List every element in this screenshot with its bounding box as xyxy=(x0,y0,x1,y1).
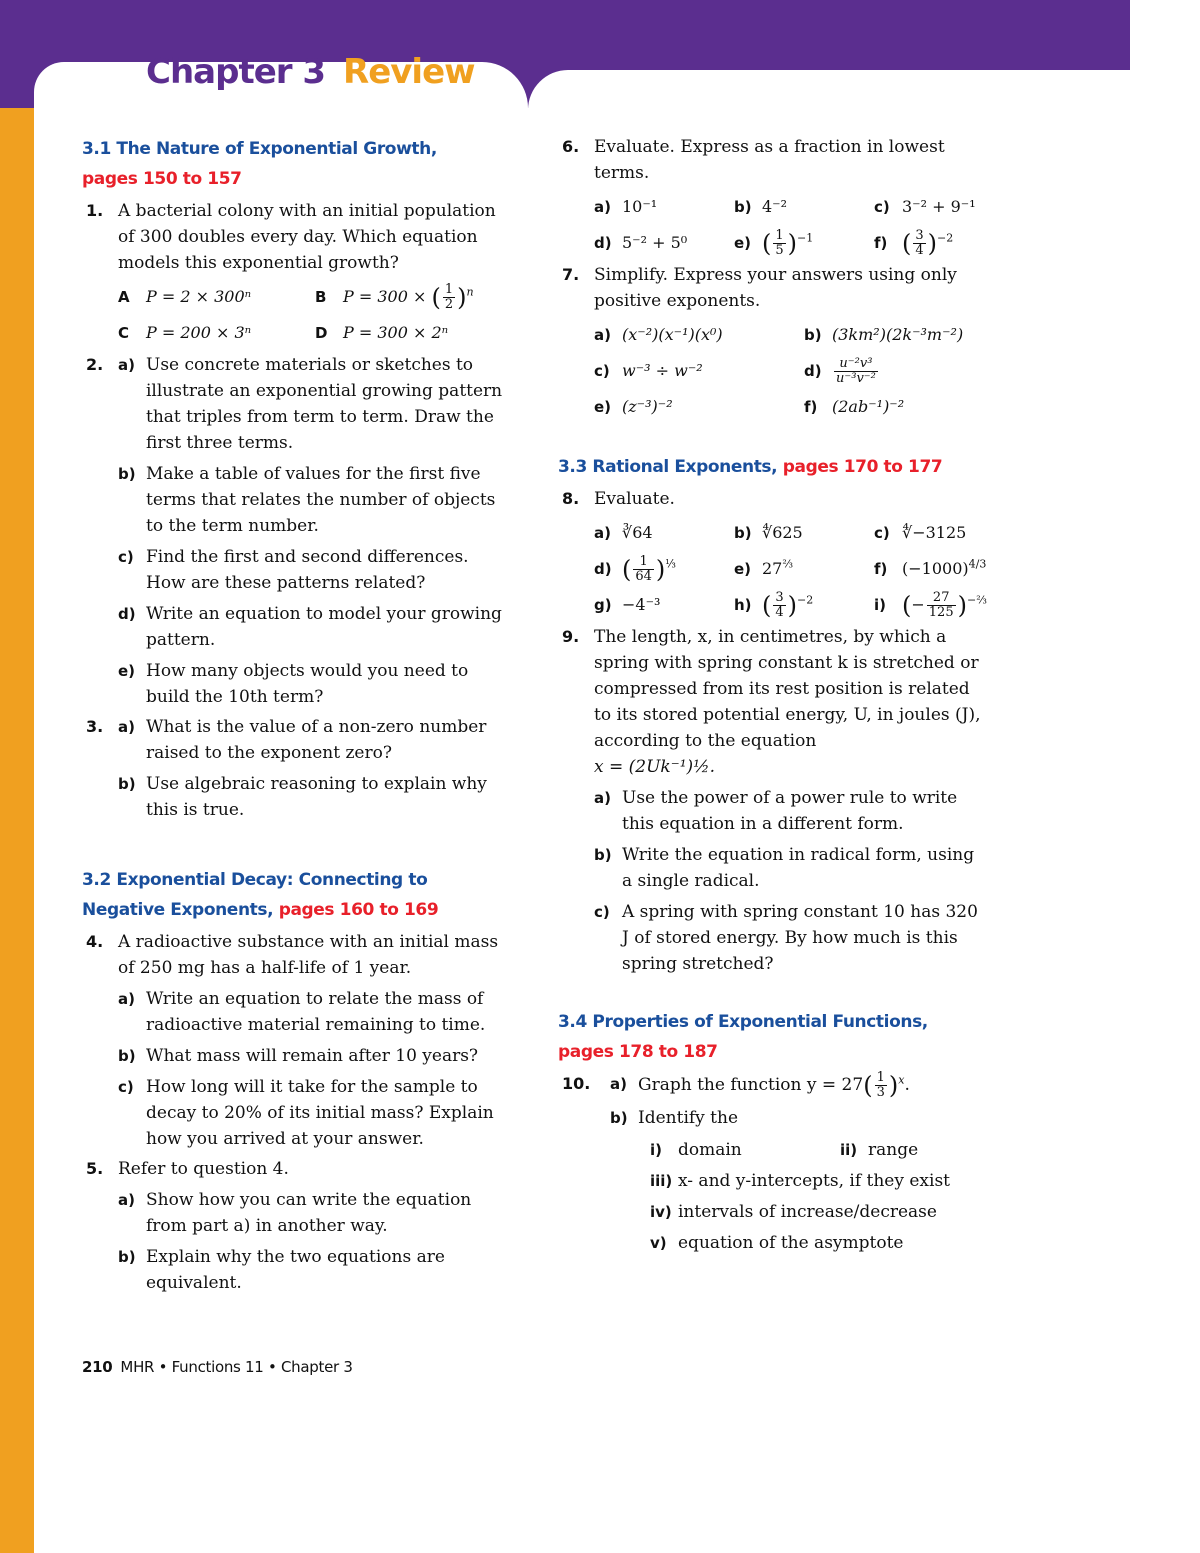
part-a: a) 10⁻¹ xyxy=(594,197,658,216)
footer-text: MHR • Functions 11 • Chapter 3 xyxy=(120,1358,353,1376)
part-a: a) Graph the function y = 27( $\frac{1}{3}$ )$^x$. xyxy=(610,1070,910,1100)
section-heading-3-4: 3.4 Properties of Exponential Functions, pages 178 to 187 xyxy=(558,1012,928,1062)
page-footer xyxy=(82,1358,353,1376)
question-8: 8. Evaluate. a) ∛64 b) ∜625 c) ∜−3125 d) ( $\frac{1}{64}$ )$^{\frac{1}{3}}$ e) $27^{\frac{2}{3}}$ f) $(-1000)^{4/3}$ g) −4⁻³ h) ( $\frac{3}{4}$ )$^{-2}$ i) (− $\frac{27}{125}$ )$^{-\frac{2}{3}}$ xyxy=(558,486,988,620)
part-c: c) w⁻³ ÷ w⁻² xyxy=(594,361,703,380)
part-b: b) ∜625 xyxy=(734,523,803,542)
question-2: 2. a) Use concrete materials or sketches to illustrate an exponential growing pattern that triples from term to term. Draw the first three terms. b) Make a table of values for the first five terms that relates the number of objects to the term number. c) Find the first and second differences. How are these patterns related? d) Write an equation to model your growing pattern. e) How many objects would you need to build the 10th term? xyxy=(82,352,512,710)
left-column xyxy=(82,134,512,1296)
part-a: a) ∛64 xyxy=(594,523,653,542)
question-text: Refer to question 4. xyxy=(118,1159,289,1179)
part-i: i) domain xyxy=(650,1140,742,1160)
part-e: e) (z⁻³)⁻² xyxy=(594,397,673,416)
question-9: 9. The length, x, in centimetres, by which a spring with spring constant k is stretched or compressed from its rest position is related to its stored potential energy, U, in joules (J), according to the equation x = (2Uk⁻¹)½. a) Use the power of a power rule to write this equation in a different form. b) Write the equation in radical form, using a single radical. c) A spring with spring constant 10 has 320 J of stored energy. By how much is this spring stretched? xyxy=(558,624,988,977)
part-a: a) Show how you can write the equation from part a) in another way. xyxy=(118,1190,472,1236)
part-e: e) ( $\frac{1}{5}$ )$^{-1}$ xyxy=(734,228,814,258)
part-b: b) Make a table of values for the first five terms that relates the number of objects to the term number. xyxy=(118,464,496,536)
question-3: 3. a) What is the value of a non-zero number raised to the exponent zero? b) Use algebraic reasoning to explain why this is true. xyxy=(82,714,512,823)
answer-options xyxy=(594,192,988,258)
part-d: d) Write an equation to model your growing pattern. xyxy=(118,604,502,650)
part-b: b) Explain why the two equations are equivalent. xyxy=(118,1247,445,1293)
part-i: i) (− $\frac{27}{125}$ )$^{-\frac{2}{3}}$ xyxy=(874,590,987,620)
part-b: b) Write the equation in radical form, using a single radical. xyxy=(594,845,975,891)
part-b: b) What mass will remain after 10 years? xyxy=(118,1046,479,1066)
part-b: b) Use algebraic reasoning to explain why this is true. xyxy=(118,774,487,820)
question-text: Simplify. Express your answers using only positive exponents. xyxy=(594,265,957,311)
question-7: 7. Simplify. Express your answers using only positive exponents. a) (x⁻²)(x⁻¹)(x⁰) b) (3km²)(2k⁻³m⁻²) c) w⁻³ ÷ w⁻² d) $\frac{\text{u⁻²v³}}{\text{u⁻³v⁻²}}$ e) (z⁻³)⁻² f) (2ab⁻¹)⁻² xyxy=(558,262,988,422)
option-c: C P = 200 × 3ⁿ xyxy=(118,323,252,342)
part-c: c) ∜−3125 xyxy=(874,523,967,542)
section-heading-3-3: 3.3 Rational Exponents, pages 170 to 177 xyxy=(558,457,943,477)
part-f: f) $(-1000)^{4/3}$ xyxy=(874,557,987,578)
answer-options xyxy=(594,518,988,620)
part-iii: iii) x- and y-intercepts, if they exist xyxy=(650,1171,951,1191)
part-a: a) What is the value of a non-zero number raised to the exponent zero? xyxy=(118,717,487,763)
chapter-label: Chapter 3 xyxy=(146,52,326,92)
page-title xyxy=(146,52,475,92)
question-6: 6. Evaluate. Express as a fraction in lowest terms. a) 10⁻¹ b) 4⁻² c) 3⁻² + 9⁻¹ d) 5⁻² + 5⁰ e) ( $\frac{1}{5}$ )$^{-1}$ f) ( $\frac{3}{4}$ )$^{-2}$ xyxy=(558,134,988,258)
part-iv: iv) intervals of increase/decrease xyxy=(650,1202,937,1222)
part-d: d) 5⁻² + 5⁰ xyxy=(594,233,688,252)
question-text: A bacterial colony with an initial population of 300 doubles every day. Which equation models this exponential growth? xyxy=(118,201,496,273)
part-a: a) Use the power of a power rule to write this equation in a different form. xyxy=(594,788,958,834)
part-v: v) equation of the asymptote xyxy=(650,1233,904,1253)
part-d: d) ( $\frac{1}{64}$ )$^{\frac{1}{3}}$ xyxy=(594,554,676,584)
part-e: e) $27^{\frac{2}{3}}$ xyxy=(734,557,794,578)
part-h: h) ( $\frac{3}{4}$ )$^{-2}$ xyxy=(734,590,814,620)
part-c: c) 3⁻² + 9⁻¹ xyxy=(874,197,976,216)
part-e: e) How many objects would you need to build the 10th term? xyxy=(118,661,469,707)
question-text: Evaluate. Express as a fraction in lowest terms. xyxy=(594,137,945,183)
part-a: a) (x⁻²)(x⁻¹)(x⁰) xyxy=(594,325,723,344)
question-text: Evaluate. xyxy=(594,489,675,509)
part-d: d) $\frac{\text{u⁻²v³}}{\text{u⁻³v⁻²}}$ xyxy=(804,356,876,386)
part-b: b) Identify the xyxy=(610,1108,739,1128)
part-a: a) Use concrete materials or sketches to illustrate an exponential growing pattern that triples from term to term. Draw the first three terms. xyxy=(118,355,503,453)
part-c: c) How long will it take for the sample to decay to 20% of its initial mass? Explain how you arrived at your answer. xyxy=(118,1077,494,1149)
part-b: b) (3km²)(2k⁻³m⁻²) xyxy=(804,325,964,344)
question-5: 5. Refer to question 4. a) Show how you can write the equation from part a) in another way. b) Explain why the two equations are equivalent. xyxy=(82,1156,512,1296)
page-number: 210 xyxy=(82,1358,113,1376)
part-a: a) Write an equation to relate the mass of radioactive material remaining to time. xyxy=(118,989,486,1035)
orange-edge-strip xyxy=(0,0,34,1553)
banner-cutout xyxy=(528,70,1130,110)
question-1: 1. A bacterial colony with an initial population of 300 doubles every day. Which equation models this exponential growth? A P = 2 × 300ⁿ B P = 300 × ( $\frac{1}{2}$ )$^n$ C P = 200 × 3ⁿ D P = 300 × 2ⁿ xyxy=(82,198,512,348)
equation: x = (2Uk⁻¹)½. xyxy=(594,757,716,777)
option-b: B P = 300 × ( $\frac{1}{2}$ )$^n$ xyxy=(315,282,474,312)
option-a: A P = 2 × 300ⁿ xyxy=(118,287,252,306)
part-c: c) Find the first and second differences. How are these patterns related? xyxy=(118,547,469,593)
part-ii: ii) range xyxy=(840,1140,919,1160)
section-heading-3-2: 3.2 Exponential Decay: Connecting to Negative Exponents, pages 160 to 169 xyxy=(82,870,439,920)
right-column xyxy=(558,134,988,1259)
review-label: Review xyxy=(343,52,475,92)
sub-parts xyxy=(610,1135,988,1166)
option-d: D P = 300 × 2ⁿ xyxy=(315,323,449,342)
question-4: 4. A radioactive substance with an initial mass of 250 mg has a half-life of 1 year. a) Write an equation to relate the mass of radioactive material remaining to time. b) What mass will remain after 10 years? c) How long will it take for the sample to decay to 20% of its initial mass? Explain how you arrived at your answer. xyxy=(82,929,512,1152)
question-text: The length, x, in centimetres, by which a spring with spring constant k is stretched or compressed from its rest position is related to its stored potential energy, U, in joules (J), according to the equation xyxy=(594,627,981,751)
answer-options xyxy=(118,282,512,348)
part-b: b) 4⁻² xyxy=(734,197,788,216)
question-text: A radioactive substance with an initial mass of 250 mg has a half-life of 1 year. xyxy=(118,932,499,978)
part-f: f) (2ab⁻¹)⁻² xyxy=(804,397,905,416)
part-c: c) A spring with spring constant 10 has 320 J of stored energy. By how much is this spring stretched? xyxy=(594,902,978,974)
question-10: 10. a) Graph the function y = 27( $\frac{1}{3}$ )$^x$. b) Identify the i) domain ii) range iii) x- and y-intercepts, if they exist iv) intervals of increase/decrease v) equation of the asymptote xyxy=(558,1071,988,1259)
part-f: f) ( $\frac{3}{4}$ )$^{-2}$ xyxy=(874,228,954,258)
section-heading-3-1: 3.1 The Nature of Exponential Growth, pages 150 to 157 xyxy=(82,139,437,189)
answer-options xyxy=(594,320,988,422)
part-g: g) −4⁻³ xyxy=(594,595,661,614)
